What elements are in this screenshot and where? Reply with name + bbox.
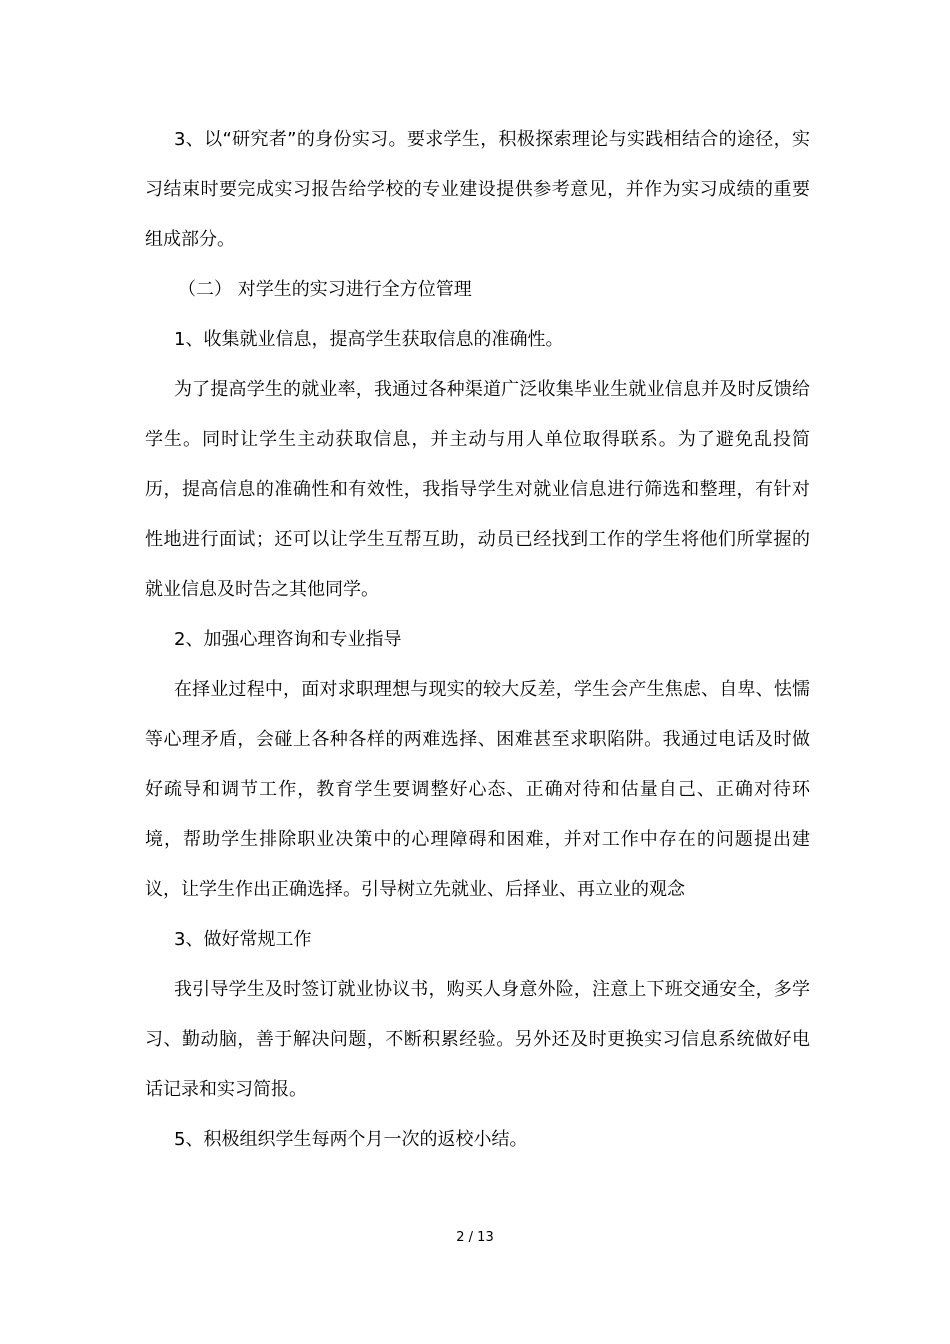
- paragraph-routine-work: 我引导学生及时签订就业协议书，购买人身意外险，注意上下班交通安全，多学习、勤动脑，善于解决问题，不断积累经验。另外还及时更换实习信息系统做好电话记录和实习简报。: [145, 979, 810, 1100]
- paragraph-return-summary: 5、积极组织学生每两个月一次的返校小结。: [174, 1129, 528, 1150]
- paragraph-employment-info: 为了提高学生的就业率，我通过各种渠道广泛收集毕业生就业信息并及时反馈给学生。同时让学生主动获取信息，并主动与用人单位取得联系。为了避免乱投简历，提高信息的准确性和有效性，我指导学生对就业信息进行筛选和整理，有针对性地进行面试；还可以让学生互帮互助，动员已经找到工作的学生将他们所掌握的就业信息及时告之其他同学。: [145, 379, 810, 600]
- paragraph-collect-info-heading: 1、收集就业信息，提高学生获取信息的准确性。: [174, 329, 564, 350]
- section-heading-management: （二） 对学生的实习进行全方位管理: [178, 279, 472, 300]
- paragraph-psych-heading: 2、加强心理咨询和专业指导: [174, 629, 402, 650]
- document-body: [145, 115, 810, 1165]
- page-number: 2 / 13: [456, 1230, 494, 1245]
- paragraph-routine-heading: 3、做好常规工作: [174, 929, 312, 950]
- paragraph-researcher-internship: 3、以“研究者”的身份实习。要求学生，积极探索理论与实践相结合的途径，实习结束时要完成实习报告给学校的专业建设提供参考意见，并作为实习成绩的重要组成部分。: [145, 129, 810, 250]
- paragraph-psych-guidance: 在择业过程中，面对求职理想与现实的较大反差，学生会产生焦虑、自卑、怯懦等心理矛盾，会碰上各种各样的两难选择、困难甚至求职陷阱。我通过电话及时做好疏导和调节工作，教育学生要调整好心态、正确对待和估量自己、正确对待环境，帮助学生排除职业决策中的心理障碍和困难，并对工作中存在的问题提出建议，让学生作出正确选择。引导树立先就业、后择业、再立业的观念: [145, 679, 810, 900]
